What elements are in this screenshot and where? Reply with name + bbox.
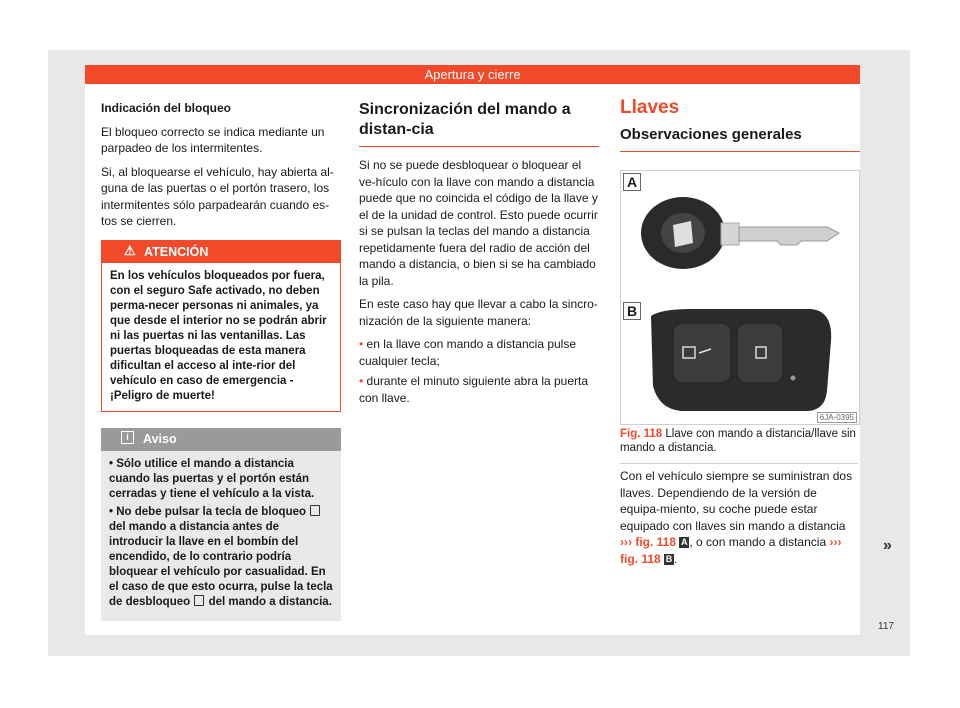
list-item-text: en la llave con mando a distancia pulse cualquier tecla; (359, 337, 577, 368)
paragraph-text: . (674, 551, 678, 566)
list-item: • durante el minuto siguiente abra la puerta con llave. (359, 374, 589, 405)
section-subtitle: Observaciones generales (620, 125, 860, 152)
column-2 (359, 100, 599, 413)
note-bullet: • Sólo utilice el mando a distancia cuando las puertas y el portón están cerradas y tiene el vehículo a la vista. (109, 457, 315, 500)
figure-label-a: A (623, 173, 641, 191)
paragraph: En este caso hay que llevar a cabo la sincro-nización de la siguiente manera: (359, 297, 598, 328)
paragraph-text: Con el vehículo siempre se suministran dos llaves. Dependiendo de la versión de equipa-miento, su coche puede estar equipado con llaves sin mando a distancia (620, 469, 853, 533)
chapter-title: Llaves (620, 97, 680, 118)
caption-text: Llave con mando a distancia/llave sin mando a distancia. (620, 428, 856, 454)
section-heading: Indicación del bloqueo (101, 101, 232, 115)
column-3-body (620, 468, 860, 574)
note-bullet: • No debe pulsar la tecla de bloqueo del mando a distancia antes de introducir la llave en el bombín del encendido, de lo contrario podría bloquear el vehículo por casualidad. En el caso de que esto ocurra, pulse la tecla de desbloqueo del mando a distancia. (109, 505, 333, 608)
figure-reference-link[interactable]: ››› fig. 118 (620, 535, 677, 549)
column-3 (620, 97, 860, 162)
warning-text: En los vehículos bloqueados por fuera, con el seguro Safe activado, no deben perma-necer personas ni animales, ya que desde el interior no se podrán abrir ni las puertas ni las ventanillas. Las puertas bloqueadas de esta manera dificultan el acceso al inte-rior del vehículo en caso de emergencia - ¡Peligro de muerte! (110, 270, 327, 402)
warning-box (101, 240, 341, 413)
key-illustration (621, 171, 859, 424)
paragraph (620, 468, 860, 567)
note-bullet-text: Sólo utilice el mando a distancia cuando las puertas y el portón están cerradas y tiene el vehículo a la vista. (109, 457, 315, 500)
info-icon: i (121, 431, 134, 444)
note-title: Aviso (143, 432, 177, 446)
list-item-text: durante el minuto siguiente abra la puerta con llave. (359, 374, 589, 405)
figure-reference-link[interactable]: ››› fig. 118 (620, 535, 842, 566)
figure-caption (620, 427, 858, 464)
paragraph: Si no se puede desbloquear o bloquear el ve-hículo con la llave con mando a distancia puede que no coincida el código de la llave y el de la unidad de control. Esto puede ocurrir si se pulsan la teclas del mando a distancia repetidamente fuera del radio de acción del mando a distancia, o bien si se ha cambiado la pila. (359, 158, 598, 288)
key-figure (620, 170, 860, 425)
paragraph-text: , o con mando a distancia (689, 535, 827, 549)
chapter-header: Apertura y cierre (85, 65, 860, 84)
paragraph: Si, al bloquearse el vehículo, hay abierta al-guna de las puertas o el portón trasero, los intermitentes sólo parpadearán cuando es-tos se cierren. (101, 164, 334, 228)
section-title: Sincronización del mando a distan-cia (359, 100, 599, 147)
note-box (101, 428, 341, 621)
note-bullet-text: del mando a distancia antes de introducir la llave en el bombín del encendido, de lo contrario podría bloquear el vehículo por casualidad. En el caso de que esto ocurra, pulse la tecla de desbloqueo (109, 520, 333, 608)
figure-label-b: B (623, 302, 641, 320)
lock-key-icon (310, 505, 320, 516)
figure-number: Fig. 118 (620, 428, 663, 440)
list-item: • en la llave con mando a distancia pulse cualquier tecla; (359, 337, 577, 368)
page-number: 117 (878, 621, 894, 632)
figure-ref-box: B (665, 553, 673, 564)
warning-header (102, 241, 340, 264)
figure-code: 6JA-0395 (817, 412, 857, 423)
note-body (101, 451, 341, 621)
note-bullet-text: No debe pulsar la tecla de bloqueo (116, 505, 307, 518)
warning-title: ATENCIÓN (144, 244, 209, 259)
note-bullet-text: del mando a distancia. (208, 595, 332, 608)
continue-marker: » (883, 537, 892, 554)
unlock-key-icon (194, 595, 204, 606)
note-header (101, 428, 341, 451)
paragraph: El bloqueo correcto se indica mediante un parpadeo de los intermitentes. (101, 124, 325, 155)
column-1 (101, 100, 341, 621)
warning-triangle-icon: ⚠ (124, 242, 136, 258)
figure-ref-box: A (681, 537, 688, 547)
